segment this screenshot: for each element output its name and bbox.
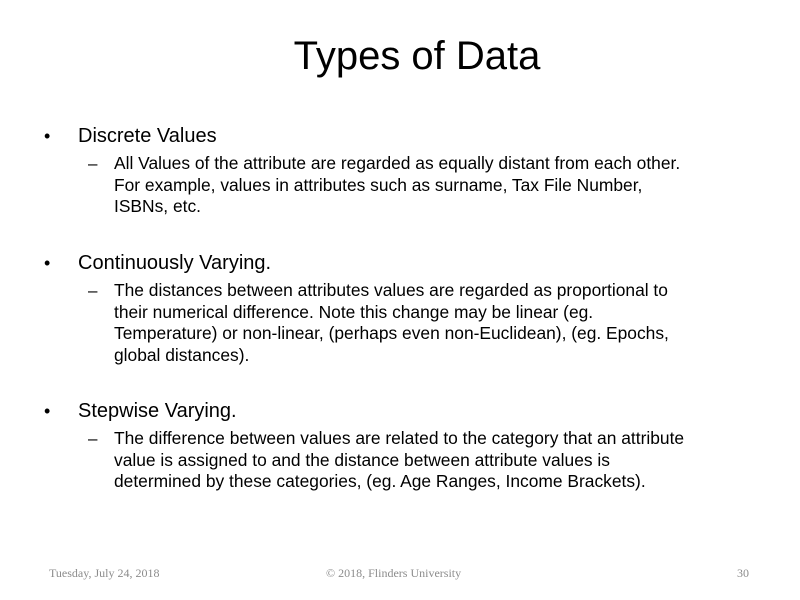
sub-bullet-line: Temperature) or non-linear, (perhaps even non-Euclidean), (eg. Epochs, [114,323,669,343]
footer-page-number: 30 [737,566,749,580]
footer-copyright: © 2018, Flinders University [326,566,462,580]
bullet-label: Stepwise Varying. [78,400,237,422]
sub-bullet-line: The distances between attributes values are regarded as proportional to [114,280,668,300]
bullet-label: Continuously Varying. [78,252,272,274]
sub-bullet-text [114,428,780,493]
sub-bullet-line: their numerical difference. Note this change may be linear (eg. [114,301,594,322]
dash-icon: – [88,281,98,300]
footer-date: Tuesday, July 24, 2018 [49,566,160,580]
sub-bullet-line: ISBNs, etc. [114,196,201,216]
sub-bullet-line: For example, values in attributes such as surname, Tax File Number, [114,174,643,195]
dash-icon: – [88,154,98,173]
bullet-label: Discrete Values [78,125,217,147]
bullet-dot-icon: • [44,126,51,146]
sub-bullet-text [114,153,780,218]
sub-bullet-text [114,280,780,366]
slide-title: Types of Data [293,34,541,78]
sub-bullet-line: All Values of the attribute are regarded as equally distant from each other. [114,153,681,173]
sub-bullet-line: value is assigned to and the distance between attribute values is [114,449,610,470]
sub-bullet-line: determined by these categories, (eg. Age Ranges, Income Brackets). [114,471,646,491]
dash-icon: – [88,429,98,448]
bullet-dot-icon: • [44,401,51,421]
sub-bullet-line: The difference between values are related to the category that an attribute [114,428,685,448]
bullet-dot-icon: • [44,253,51,273]
sub-bullet-line: global distances). [114,344,250,365]
